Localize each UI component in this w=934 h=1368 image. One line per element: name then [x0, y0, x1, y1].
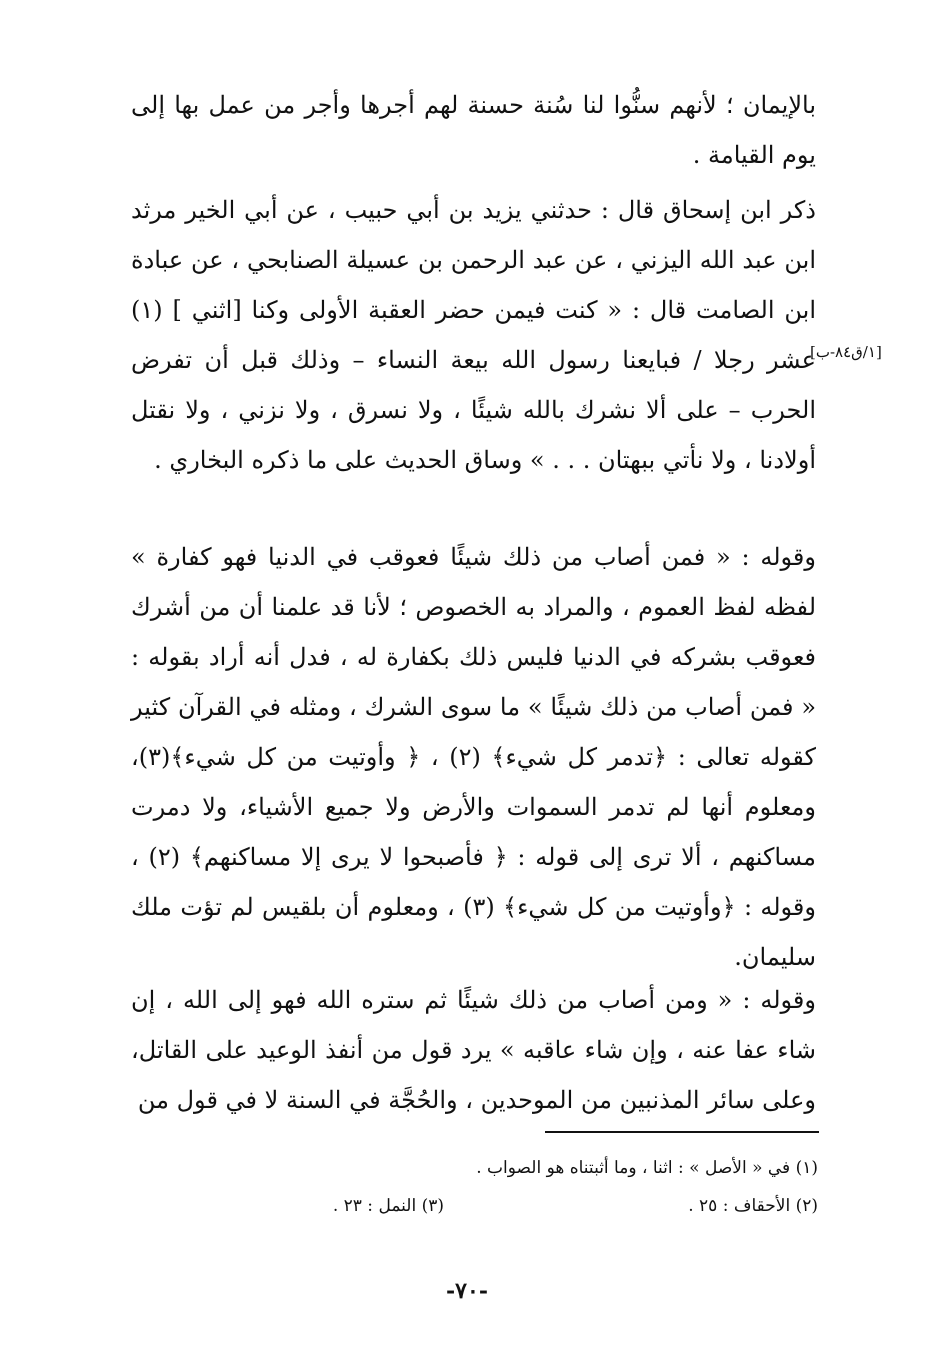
paragraph-4: وقوله : « ومن أصاب من ذلك شيئًا ثم ستره الله فهو إلى الله ، إن شاء عفا عنه ، وإن شاء عاقبه » يرد قول من أنفذ الوعيد على القاتل، وعلى سائر المذنبين من الموحدين ، والحُجَّة في السنة لا في قول من	[131, 986, 816, 1114]
paragraph-2: ذكر ابن إسحاق قال : حدثني يزيد بن أبي حبيب ، عن أبي الخير مرثد ابن عبد الله اليزني ، عن عبد الرحمن بن عسيلة الصنابحي ، عن عبادة ابن الصامت قال : « كنت فيمن حضر العقبة الأولى وكنا [اثني ] (١) عشر رجلا / فبايعنا رسول الله بيعة النساء – وذلك قبل أن تفرض الحرب – على ألا نشرك بالله شيئًا ، ولا نسرق ، ولا نزني ، ولا نقتل أولادنا ، ولا نأتي ببهتان . . . » وساق الحديث على ما ذكره البخاري .	[131, 196, 816, 474]
paragraph-3: وقوله : « فمن أصاب من ذلك شيئًا فعوقب في الدنيا فهو كفارة » لفظه لفظ العموم ، والمراد به الخصوص ؛ لأنا قد علمنا أن من أشرك فعوقب بشركه في الدنيا فليس ذلك بكفارة له ، فدل أنه أراد بقوله : « فمن أصاب من ذلك شيئًا » ما سوى الشرك ، ومثله في القرآن كثير كقوله تعالى : ﴿تدمر كل شيء﴾ (٢) ، ﴿ وأوتيت من كل شيء﴾(٣)، ومعلوم أنها لم تدمر السموات والأرض ولا جميع الأشياء، ولا دمرت مساكنهم ، ألا ترى إلى قوله : ﴿ فأصبحوا لا يرى إلا مساكنهم﴾ (٢) ، وقوله : ﴿وأوتيت من كل شيء﴾ (٣) ، ومعلوم أن بلقيس لم تؤت ملك سليمان.	[131, 543, 816, 971]
footnote-3: (٣) النمل : ٢٣ .	[332, 1196, 444, 1216]
footnote-2: (٢) الأحقاف : ٢٥ .	[688, 1196, 818, 1216]
footnote-divider	[545, 1131, 819, 1133]
page-number: -٧٠-	[446, 1278, 488, 1304]
paragraph-1: بالإيمان ؛ لأنهم سنُّوا لنا سُنة حسنة لهم أجرها وأجر من عمل بها إلى يوم القيامة .	[131, 91, 817, 169]
footnote-1: (١) في « الأصل » : اثنا ، وما أثبتناه هو الصواب .	[476, 1158, 818, 1178]
manuscript-folio-note: [١/ق٨٤-ب]	[810, 343, 882, 361]
